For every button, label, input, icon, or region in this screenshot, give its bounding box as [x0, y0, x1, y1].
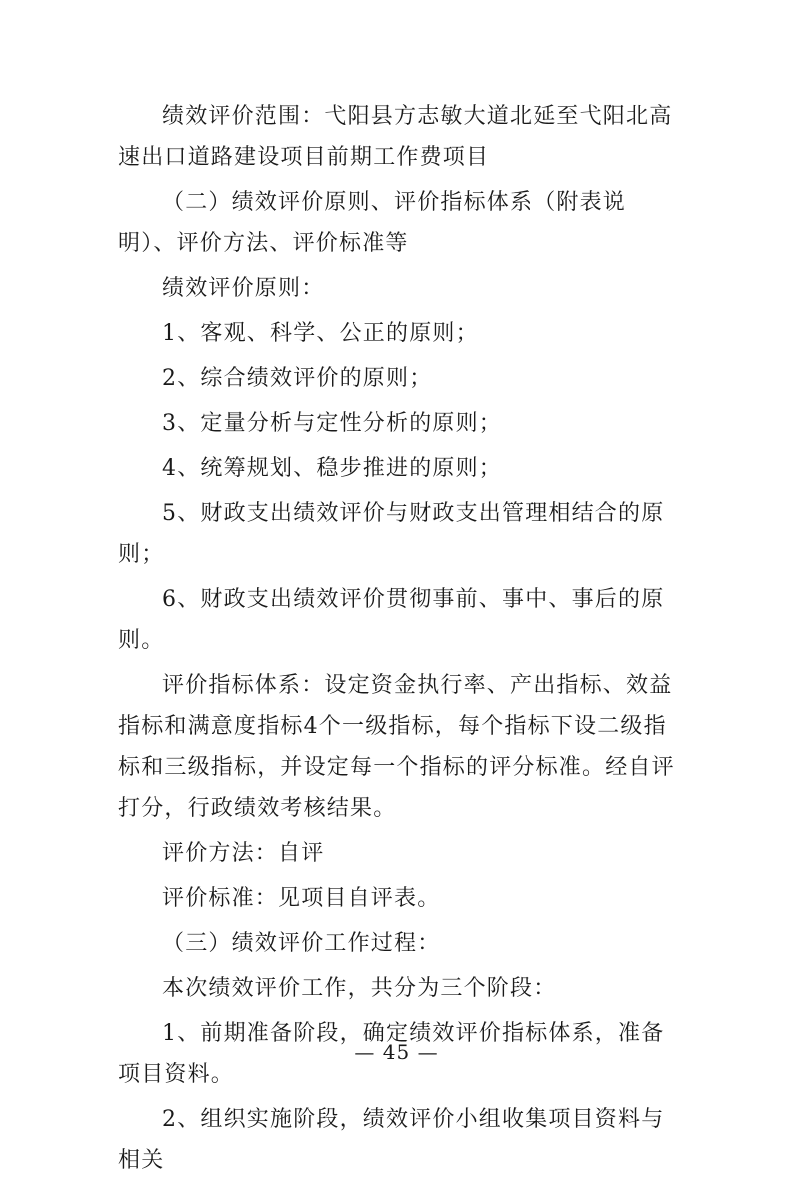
paragraph-stages-intro: 本次绩效评价工作，共分为三个阶段： — [162, 976, 557, 1001]
paragraph-principle-5: 5、财政支出绩效评价与财政支出管理相结合的原则； — [118, 501, 665, 567]
paragraph-stage-1: 1、前期准备阶段，确定绩效评价指标体系，准备项目资料。 — [118, 1021, 665, 1087]
paragraph-stage-2: 2、组织实施阶段，绩效评价小组收集项目资料与相关 — [118, 1107, 665, 1173]
paragraph-principle-3: 3、定量分析与定性分析的原则； — [162, 411, 502, 436]
paragraph-section-two-heading: （二）绩效评价原则、评价指标体系（附表说明）、评价方法、评价标准等 — [118, 190, 627, 256]
paragraph-principle-2: 2、综合绩效评价的原则； — [162, 366, 433, 391]
paragraph-principle-6: 6、财政支出绩效评价贯彻事前、事中、事后的原则。 — [118, 587, 665, 653]
paragraph-indicator-system: 评价指标体系：设定资金执行率、产出指标、效益指标和满意度指标4个一级指标，每个指标下设二级指标和三级指标，并设定每一个指标的评分标准。经自评打分，行政绩效考核结果。 — [118, 673, 675, 821]
paragraph-evaluation-standard: 评价标准：见项目自评表。 — [162, 886, 441, 911]
paragraph-principles-heading: 绩效评价原则： — [162, 276, 325, 301]
page-number: — 45 — — [354, 1040, 439, 1064]
paragraph-evaluation-method: 评价方法：自评 — [162, 841, 325, 866]
paragraph-principle-1: 1、客观、科学、公正的原则； — [162, 321, 479, 346]
paragraph-section-three-heading: （三）绩效评价工作过程： — [162, 931, 441, 956]
paragraph-scope: 绩效评价范围：弋阳县方志敏大道北延至弋阳北高速出口道路建设项目前期工作费项目 — [118, 104, 673, 170]
paragraph-principle-4: 4、统筹规划、稳步推进的原则； — [162, 456, 502, 481]
document-body — [118, 96, 678, 1181]
